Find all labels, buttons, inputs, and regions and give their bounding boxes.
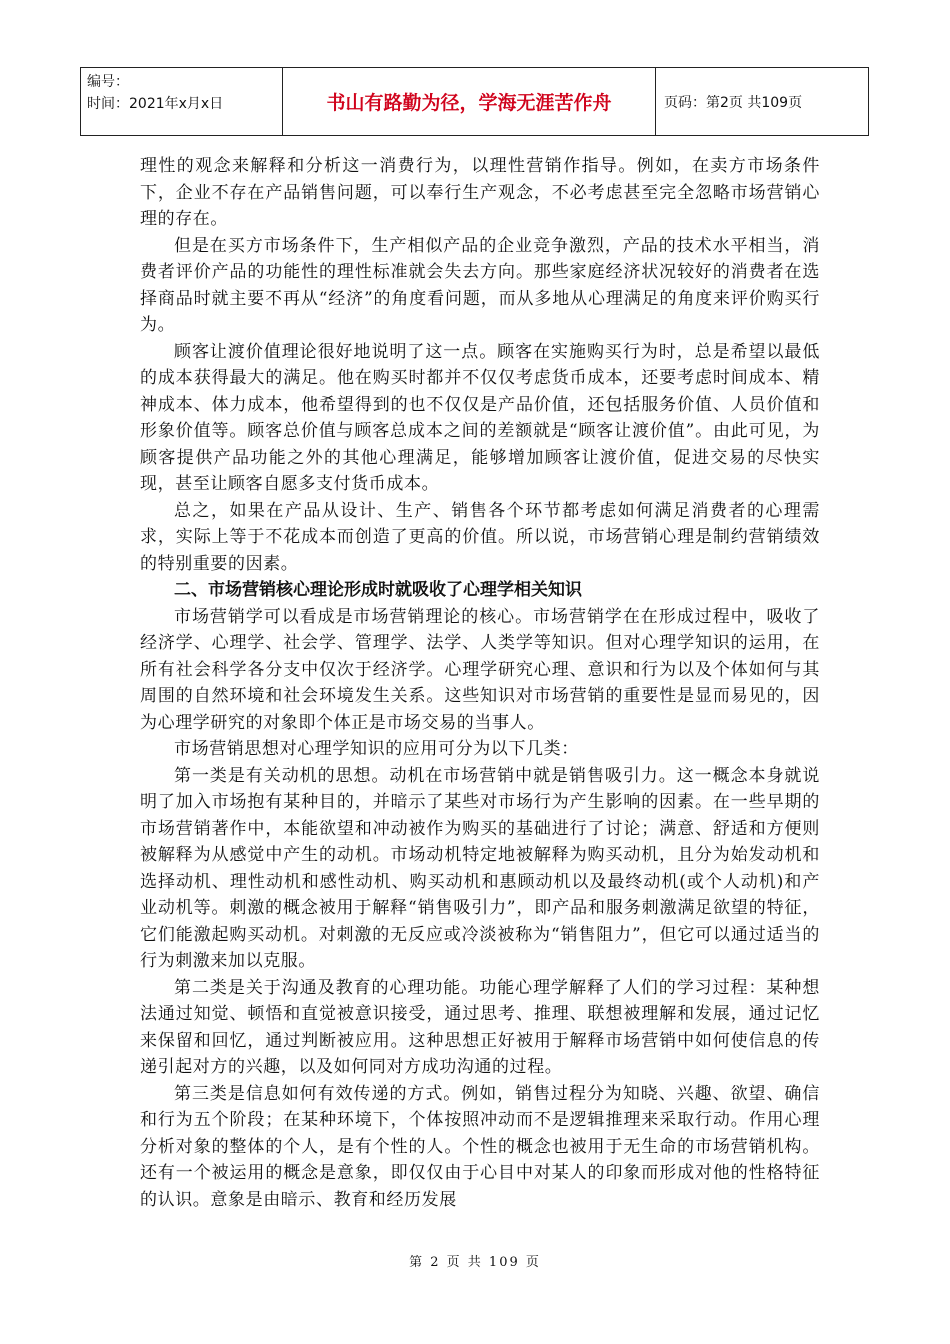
paragraph: 总之，如果在产品从设计、生产、销售各个环节都考虑如何满足消费者的心理需求，实际上等于不花成本而创造了更高的价值。所以说，市场营销心理是制约营销绩效的特别重要的因素。	[140, 500, 820, 574]
header-page-label: 页码：第2页 共109页	[664, 94, 803, 111]
paragraph: 第一类是有关动机的思想。动机在市场营销中就是销售吸引力。这一概念本身就说明了加入市场抱有某种目的，并暗示了某些对市场行为产生影响的因素。在一些早期的市场营销著作中，本能欲望和冲动被作为购买的基础进行了讨论；满意、舒适和方便则被解释为从感觉中产生的动机。市场动机特定地被解释为购买动机，且分为始发动机和选择动机、理性动机和感性动机、购买动机和惠顾动机以及最终动机(或个人动机)和产业动机等。刺激的概念被用于解释“销售吸引力”，即产品和服务刺激满足欲望的特征，它们能激起购买动机。对刺激的无反应或冷淡被称为“销售阻力”，但它可以通过适当的行为刺激来加以克服。	[140, 765, 820, 971]
section-heading: 二、市场营销核心理论形成时就吸收了心理学相关知识	[174, 580, 582, 600]
page-header	[80, 67, 869, 136]
paragraph: 顾客让渡价值理论很好地说明了这一点。顾客在实施购买行为时，总是希望以最低的成本获得最大的满足。他在购买时都并不仅仅考虑货币成本，还要考虑时间成本、精神成本、体力成本，他希望得到的也不仅仅是产品价值，还包括服务价值、人员价值和形象价值等。顾客总价值与顾客总成本之间的差额就是“顾客让渡价值”。由此可见，为顾客提供产品功能之外的其他心理满足，能够增加顾客让渡价值，促进交易的尽快实现，甚至让顾客自愿多支付货币成本。	[140, 341, 820, 494]
document-body	[140, 153, 820, 1213]
page-footer: 第 2 页 共 109 页	[409, 1255, 541, 1270]
time-label: 时间：2021年x月x日	[87, 96, 224, 112]
header-motto: 书山有路勤为径，学海无涯苦作舟	[283, 68, 656, 135]
paragraph: 第二类是关于沟通及教育的心理功能。功能心理学解释了人们的学习过程：某种想法通过知觉、顿悟和直觉被意识接受，通过思考、推理、联想被理解和发展，通过记忆来保留和回忆，通过判断被应用。这种思想正好被用于解释市场营销中如何使信息的传递引起对方的兴趣，以及如何同对方成功沟通的过程。	[140, 977, 820, 1077]
header-meta	[81, 68, 283, 135]
number-label: 编号：	[87, 74, 129, 90]
paragraph: 第三类是信息如何有效传递的方式。例如，销售过程分为知晓、兴趣、欲望、确信和行为五个阶段；在某种环境下，个体按照冲动而不是逻辑推理来采取行动。作用心理分析对象的整体的个人，是有个性的人。个性的概念也被用于无生命的市场营销机构。还有一个被运用的概念是意象，即仅仅由于心目中对某人的印象而形成对他的性格特征的认识。意象是由暗示、教育和经历发展	[140, 1083, 820, 1210]
paragraph: 理性的观念来解释和分析这一消费行为，以理性营销作指导。例如，在卖方市场条件下，企业不存在产品销售问题，可以奉行生产观念，不必考虑甚至完全忽略市场营销心理的存在。	[140, 156, 820, 229]
paragraph: 市场营销思想对心理学知识的应用可分为以下几类：	[174, 739, 579, 759]
paragraph: 但是在买方市场条件下，生产相似产品的企业竞争激烈，产品的技术水平相当，消费者评价产品的功能性的理性标准就会失去方向。那些家庭经济状况较好的消费者在选择商品时就主要不再从“经济”的角度看问题，而从多地从心理满足的角度来评价购买行为。	[140, 235, 820, 335]
paragraph: 市场营销学可以看成是市场营销理论的核心。市场营销学在在形成过程中，吸收了经济学、心理学、社会学、管理学、法学、人类学等知识。但对心理学知识的运用，在所有社会科学各分支中仅次于经济学。心理学研究心理、意识和行为以及个体如何与其周围的自然环境和社会环境发生关系。这些知识对市场营销的重要性是显而易见的，因为心理学研究的对象即个体正是市场交易的当事人。	[140, 606, 820, 733]
